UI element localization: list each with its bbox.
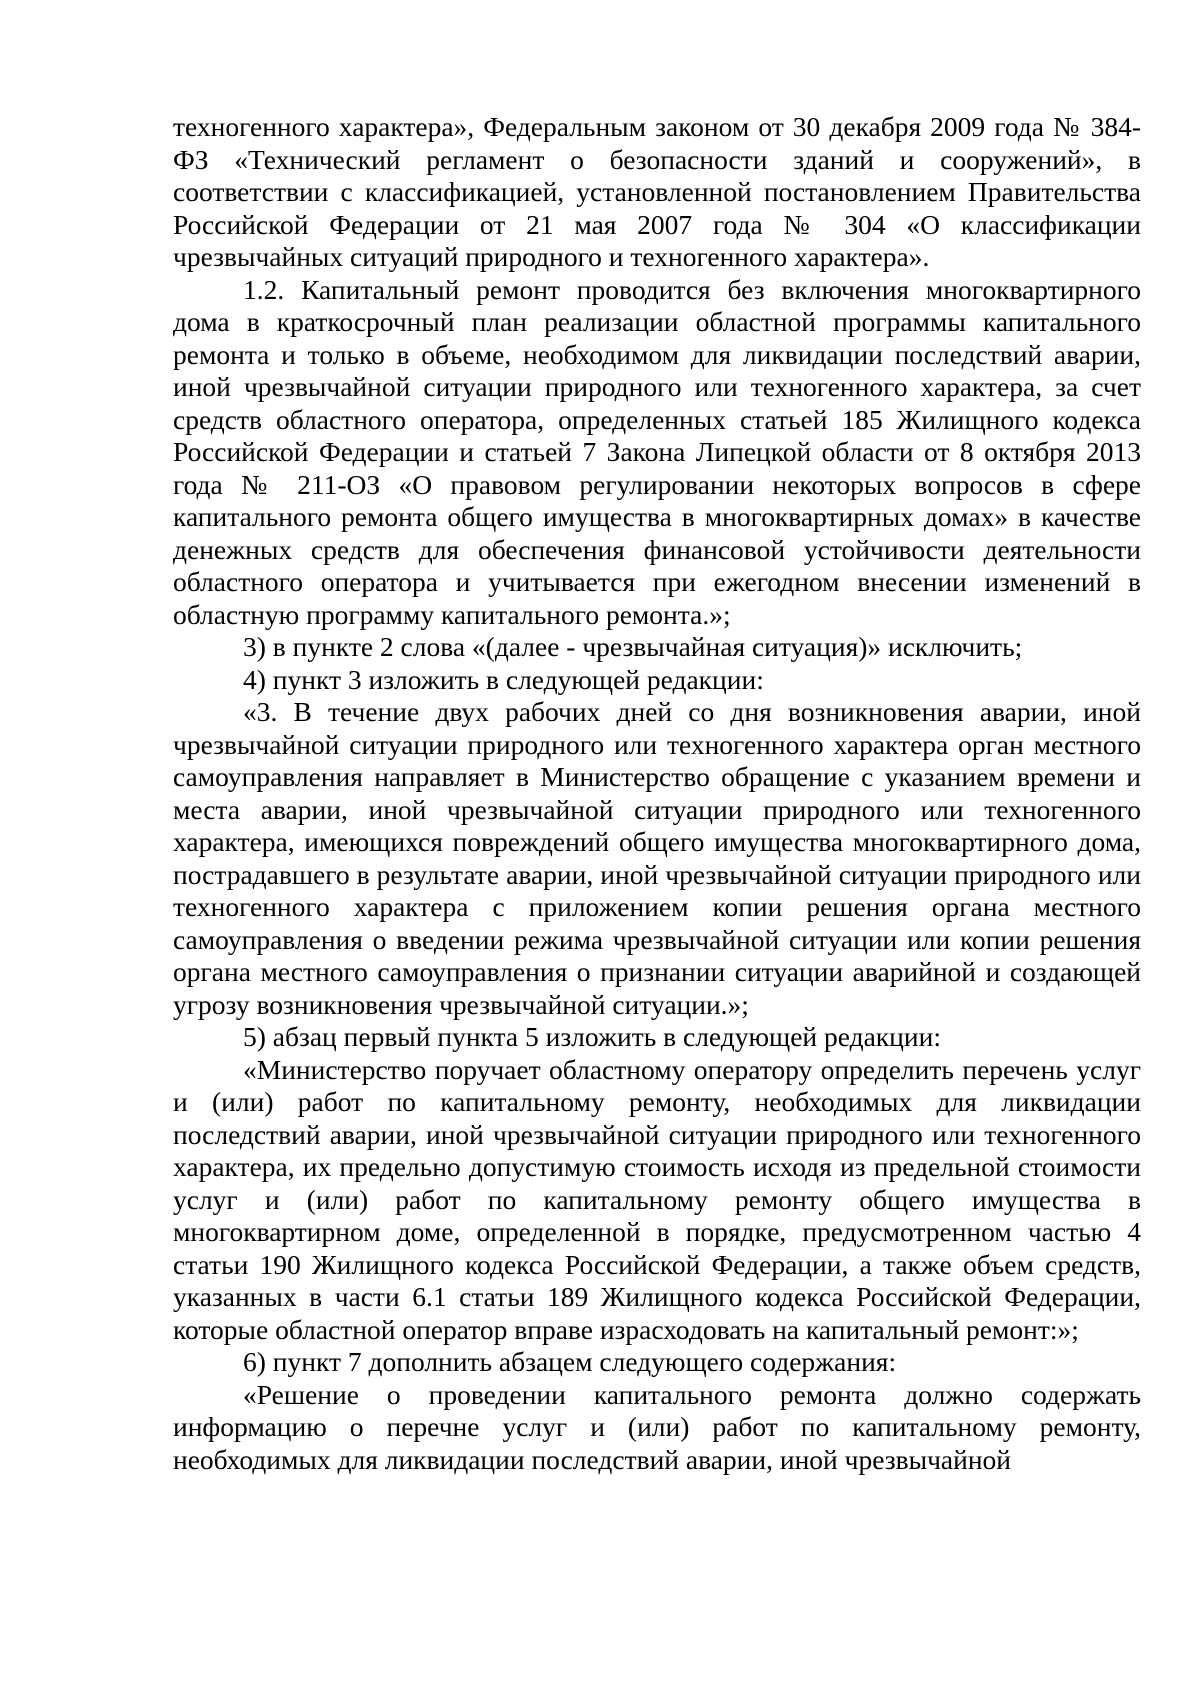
paragraph-amendment-3: 3) в пункте 2 слова «(далее - чрезвычайная ситуация)» исключить;	[243, 631, 1023, 662]
document-body	[173, 111, 1141, 1476]
paragraph-item-1-2: 1.2. Капитальный ремонт проводится без включения многоквартирного дома в краткосрочный план реализации областной программы капитального ремонта и только в объеме, необходимом для ликвидации последствий аварии, иной чрезвычайной ситуации природного или техногенного характера, за счет средств областного оператора, определенных статьей 185 Жилищного кодекса Российской Федерации и статьей 7 Закона Липецкой области от 8 октября 2013 года № 211-ОЗ «О правовом регулировании некоторых вопросов в сфере капитального ремонта общего имущества в многоквартирных домах» в качестве денежных средств для обеспечения финансовой устойчивости деятельности областного оператора и учитывается при ежегодном внесении изменений в областную программу капитального ремонта.»;	[173, 273, 1141, 630]
paragraph-amendment-5: 5) абзац первый пункта 5 изложить в следующей редакции:	[243, 1021, 941, 1052]
paragraph-continuation: техногенного характера», Федеральным законом от 30 декабря 2009 года № 384-ФЗ «Технический регламент о безопасности зданий и сооружений», в соответствии с классификацией, установленной постановлением Правительства Российской Федерации от 21 мая 2007 года № 304 «О классификации чрезвычайных ситуаций природного и техногенного характера».	[173, 111, 1141, 272]
paragraph-amendment-4: 4) пункт 3 изложить в следующей редакции:	[243, 663, 764, 695]
paragraph-clause-3-text: «3. В течение двух рабочих дней со дня возникновения аварии, иной чрезвычайной ситуации природного или техногенного характера орган местного самоуправления направляет в Министерство обращение с указанием времени и места аварии, иной чрезвычайной ситуации природного или техногенного характера, имеющихся повреждений общего имущества многоквартирного дома, пострадавшего в результате аварии, иной чрезвычайной ситуации природного или техногенного характера с приложением копии решения органа местного самоуправления о введении режима чрезвычайной ситуации или копии решения органа местного самоуправления о признании ситуации аварийной и создающей угрозу возникновения чрезвычайной ситуации.»;	[173, 696, 1141, 1020]
paragraph-clause-7-text: «Решение о проведении капитального ремонта должно содержать информацию о перечне услуг и (или) работ по капитальному ремонту, необходимых для ликвидации последствий аварии, иной чрезвычайной	[173, 1378, 1141, 1475]
paragraph-amendment-6: 6) пункт 7 дополнить абзацем следующего содержания:	[243, 1346, 897, 1377]
paragraph-clause-5-text: «Министерство поручает областному оператору определить перечень услуг и (или) работ по капитальному ремонту, необходимых для ликвидации последствий аварии, иной чрезвычайной ситуации природного или техногенного характера, их предельно допустимую стоимость исходя из предельной стоимости услуг и (или) работ по капитальному ремонту общего имущества в многоквартирном доме, определенной в порядке, предусмотренном частью 4 статьи 190 Жилищного кодекса Российской Федерации, а также объем средств, указанных в части 6.1 статьи 189 Жилищного кодекса Российской Федерации, которые областной оператор вправе израсходовать на капитальный ремонт:»;	[173, 1053, 1141, 1345]
